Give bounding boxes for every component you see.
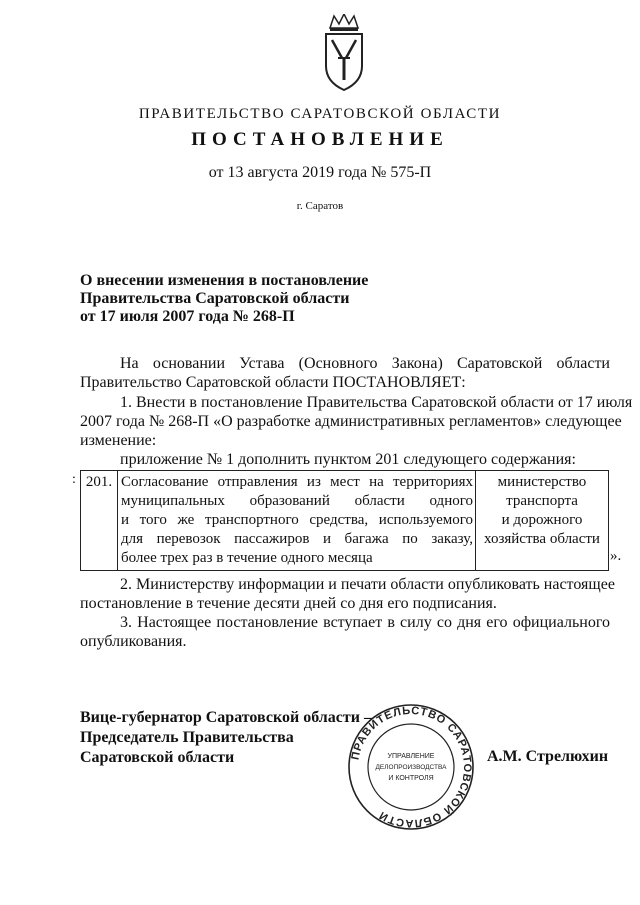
description-line: для перевозок пассажиров и багажа по заказу, bbox=[121, 531, 473, 547]
position-line: Вице-губернатор Саратовской области – bbox=[80, 709, 372, 726]
table-row bbox=[81, 471, 609, 571]
document-subject bbox=[80, 272, 368, 326]
body-line: На основании Устава (Основного Закона) Саратовской области bbox=[120, 355, 610, 372]
city: г. Саратов bbox=[296, 200, 344, 212]
description-line: и того же транспортного средства, используемого bbox=[121, 512, 473, 528]
org-line: министерство bbox=[497, 474, 587, 490]
body-line: Правительство Саратовской области ПОСТАНОВЛЯЕТ: bbox=[80, 374, 466, 391]
document-date: от 13 августа 2019 года № 575-П bbox=[208, 164, 432, 181]
item-number: 201. bbox=[81, 471, 118, 571]
description-line: Согласование отправления из мест на территориях bbox=[121, 474, 473, 490]
subject-line: О внесении изменения в постановление bbox=[80, 272, 369, 289]
stamp-inner-line: ДЕЛОПРОИЗВОДСТВА bbox=[375, 764, 447, 771]
body-line: изменение: bbox=[80, 432, 157, 449]
appendix-instruction bbox=[80, 450, 610, 469]
body-line: 3. Настоящее постановление вступает в силу со дня его официального bbox=[120, 614, 610, 631]
stamp-outer-text: ПРАВИТЕЛЬСТВО САРАТОВСКОЙ ОБЛАСТИ bbox=[349, 704, 474, 830]
document-type: ПОСТАНОВЛЕНИЕ bbox=[191, 129, 449, 150]
responsible-organization bbox=[476, 471, 609, 571]
org-line: хозяйства области bbox=[484, 531, 600, 547]
official-stamp bbox=[346, 702, 476, 832]
government-name: ПРАВИТЕЛЬСТВО САРАТОВСКОЙ ОБЛАСТИ bbox=[138, 106, 502, 122]
body-line: 2007 года № 268-П «О разработке административных регламентов» следующее bbox=[80, 413, 622, 430]
description-line: более трех раз в течение одного месяца bbox=[121, 550, 373, 566]
item-1 bbox=[80, 393, 633, 450]
subject-line: Правительства Саратовской области bbox=[80, 290, 350, 307]
position-line: Председатель Правительства bbox=[80, 729, 294, 746]
org-line: и дорожного bbox=[501, 512, 583, 528]
body-line: опубликования. bbox=[80, 633, 187, 650]
amendment-table bbox=[80, 470, 609, 571]
signatory-name: А.М. Стрелюхин bbox=[487, 748, 609, 765]
item-description bbox=[118, 471, 476, 571]
item-2 bbox=[80, 575, 615, 613]
description-line: муниципальных образований области одного bbox=[121, 493, 473, 509]
body-line: приложение № 1 дополнить пунктом 201 следующего содержания: bbox=[120, 451, 576, 468]
stamp-inner-line: УПРАВЛЕНИЕ bbox=[387, 753, 435, 760]
subject-line: от 17 июля 2007 года № 268-П bbox=[80, 308, 295, 325]
body-line: 2. Министерству информации и печати области опубликовать настоящее bbox=[120, 576, 615, 593]
saratov-coat-of-arms-icon bbox=[322, 14, 366, 92]
stamp-inner-line: И КОНТРОЛЯ bbox=[388, 775, 434, 782]
body-line: постановление в течение десяти дней со дня его подписания. bbox=[80, 595, 497, 612]
close-quote-mark: ». bbox=[610, 548, 622, 564]
open-quote-mark: : bbox=[72, 472, 76, 487]
position-line: Саратовской области bbox=[80, 749, 235, 766]
preamble bbox=[80, 354, 610, 392]
body-line: 1. Внести в постановление Правительства Саратовской области от 17 июля bbox=[120, 394, 633, 411]
org-line: транспорта bbox=[506, 493, 578, 509]
item-3 bbox=[80, 613, 610, 651]
signatory-position bbox=[80, 708, 372, 768]
